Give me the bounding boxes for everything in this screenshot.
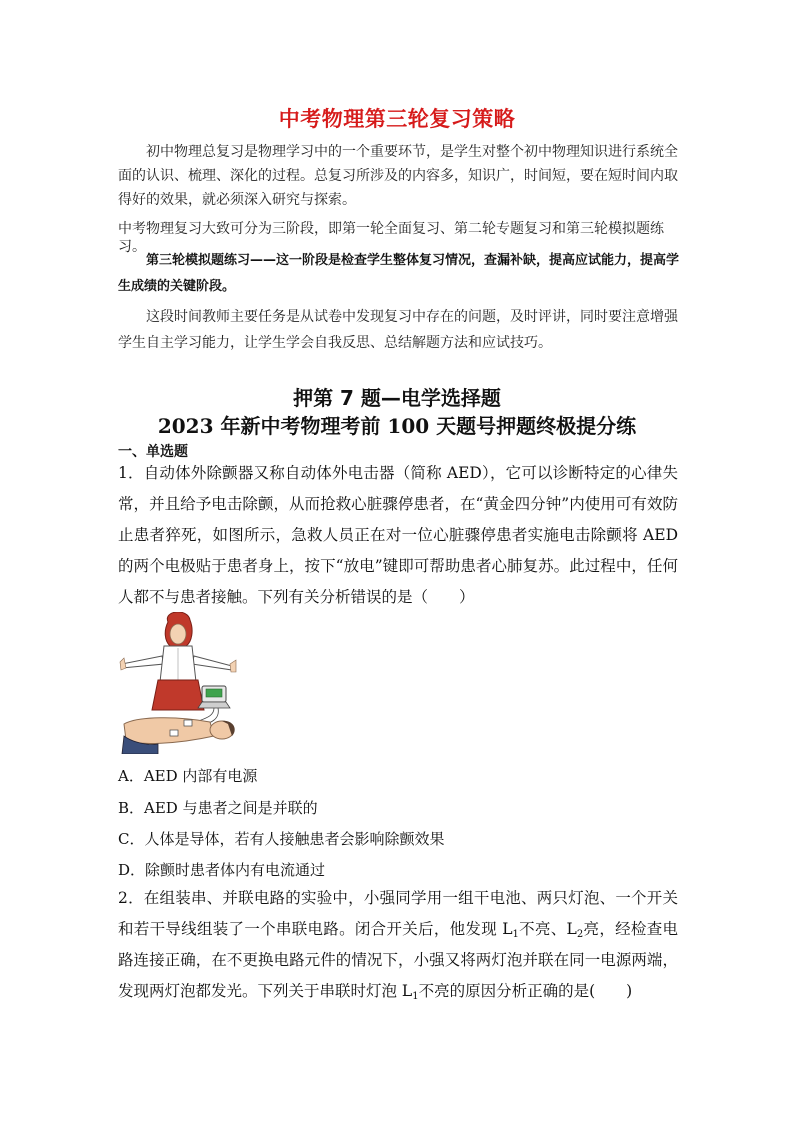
strategy-title: 中考物理第三轮复习策略 [278, 107, 516, 131]
subscript-l1-second: 1 [412, 991, 419, 1002]
question-2-part-3: 亮，经检查电路连接正确，在不更换电路元件的情况下，小强又将两灯泡并联在同一电源两端，发现两灯泡都发光。下列关于串联时灯泡 L [118, 920, 678, 1000]
exam-title: 押第 7 题—电学选择题 [293, 386, 501, 410]
question-2-part-1: 2．在组装串、并联电路的实验中，小强同学用一组干电池、两只灯泡、一个开关和若干导线组装了一个串联电路。闭合开关后，他发现 L [118, 889, 678, 938]
section-label: 一、单选题 [118, 444, 188, 460]
stages-paragraph: 中考物理复习大致可分为三阶段，即第一轮全面复习、第二轮专题复习和第三轮模拟题练习。 [118, 221, 664, 255]
question-2-part-2: 不亮、L [518, 920, 577, 938]
question-1-option-d: D．除颤时患者体内有电流通过 [118, 861, 326, 879]
third-round-paragraph: 第三轮模拟题练习——这一阶段是检查学生整体复习情况，查漏补缺，提高应试能力，提高学生成绩的关键阶段。 [118, 253, 680, 294]
question-2-text [118, 883, 678, 1007]
question-1-text: 1．自动体外除颤器又称自动体外电击器（简称 AED），它可以诊断特定的心律失常，并且给予电击除颤，从而抢救心脏骤停患者，在“黄金四分钟”内使用可有效防止患者猝死，如图所示，急救人员正在对一位心脏骤停患者实施电击除颤将 AED 的两个电极贴于患者身上，按下“放电”键即可帮助患者心肺复苏。此过程中，任何人都不与患者接触。下列有关分析错误的是（ ） [118, 464, 678, 606]
question-1-option-b: B．AED 与患者之间是并联的 [118, 799, 318, 817]
teacher-task-paragraph: 这段时间教师主要任务是从试卷中发现复习中存在的问题，及时评讲，同时要注意增强学生自主学习能力，让学生学会自我反思、总结解题方法和应试技巧。 [118, 309, 678, 351]
subscript-l1: 1 [512, 929, 519, 940]
question-1-option-a: A．AED 内部有电源 [118, 767, 258, 785]
intro-paragraph: 初中物理总复习是物理学习中的一个重要环节，是学生对整个初中物理知识进行系统全面的认识、梳理、深化的过程。总复习所涉及的内容多，知识广，时间短，要在短时间内取得好的效果，就必须深入研究与探索。 [118, 144, 678, 208]
aed-rescue-illustration [118, 612, 244, 754]
question-2-part-4: 不亮的原因分析正确的是( ) [418, 982, 633, 1000]
subscript-l2: 2 [576, 929, 584, 940]
question-1-option-c: C．人体是导体，若有人接触患者会影响除颤效果 [118, 830, 445, 848]
exam-subtitle: 2023 年新中考物理考前 100 天题号押题终极提分练 [157, 414, 637, 438]
